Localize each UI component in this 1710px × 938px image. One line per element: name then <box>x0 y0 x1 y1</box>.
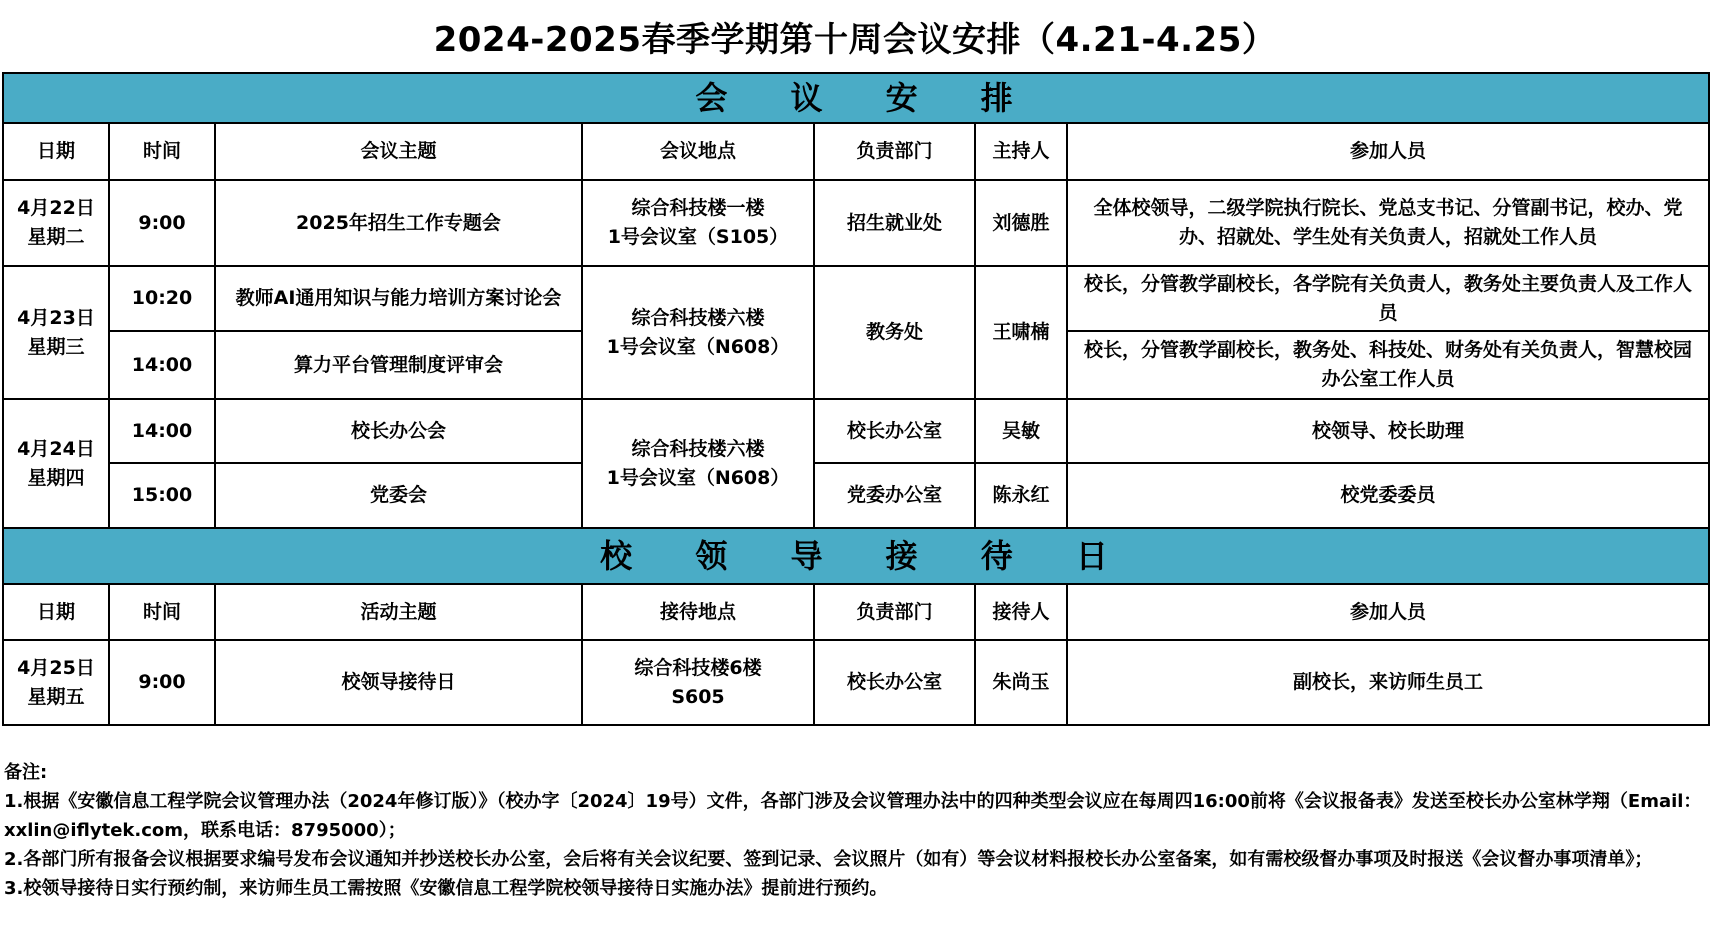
department-cell: 教务处 <box>814 266 975 399</box>
meeting-schedule-table <box>2 72 1710 726</box>
date-text: 4月25日 <box>17 656 95 679</box>
location-line1: 综合科技楼6楼 <box>634 656 762 679</box>
table-row <box>3 463 1709 528</box>
attendees-cell: 校长，分管教学副校长，各学院有关负责人，教务处主要负责人及工作人员 <box>1067 266 1709 331</box>
note-item: 1.根据《安徽信息工程学院会议管理办法（2024年修订版）》（校办字〔2024〕19号）文件，各部门涉及会议管理办法中的四种类型会议应在每周四16:00前将《会议报备表》发送至校长办公室林学翔（Email：xxlin@iflytek.com，联系电话：8795000）； <box>4 791 1702 841</box>
date-text: 4月23日 <box>17 306 95 329</box>
date-cell <box>3 180 109 266</box>
location-line2: 1号会议室（N608） <box>606 335 790 358</box>
weekday-text: 星期五 <box>27 685 85 708</box>
header-location: 会议地点 <box>582 123 814 180</box>
weekday-text: 星期二 <box>27 226 85 248</box>
page-title: 2024-2025春季学期第十周会议安排（4.21-4.25） <box>433 19 1277 60</box>
time-cell: 9:00 <box>109 640 215 725</box>
table-row <box>3 640 1709 725</box>
attendees-cell: 副校长，来访师生员工 <box>1067 640 1709 725</box>
date-text: 4月24日 <box>17 437 95 460</box>
reception-band-title: 校 领 导 接 待 日 <box>3 528 1709 584</box>
topic-cell: 党委会 <box>215 463 582 528</box>
topic-cell: 2025年招生工作专题会 <box>215 180 582 266</box>
department-cell: 校长办公室 <box>814 399 975 463</box>
department-cell: 招生就业处 <box>814 180 975 266</box>
reception-band-row <box>3 528 1709 584</box>
host-cell: 陈永红 <box>975 463 1067 528</box>
time-cell: 14:00 <box>109 331 215 399</box>
header-reception-location: 接待地点 <box>582 584 814 640</box>
weekday-text: 星期三 <box>27 335 85 358</box>
location-cell <box>582 399 814 528</box>
header-department: 负责部门 <box>814 123 975 180</box>
header-attendees: 参加人员 <box>1067 123 1709 180</box>
department-cell: 党委办公室 <box>814 463 975 528</box>
table-row <box>3 266 1709 331</box>
weekday-text: 星期四 <box>27 466 85 489</box>
attendees-cell: 校长，分管教学副校长，教务处、科技处、财务处有关负责人，智慧校园办公室工作人员 <box>1067 331 1709 399</box>
header-time: 时间 <box>109 123 215 180</box>
location-line2: 1号会议室（S105） <box>607 226 789 248</box>
time-cell: 14:00 <box>109 399 215 463</box>
location-cell <box>582 180 814 266</box>
date-cell <box>3 399 109 528</box>
location-line1: 综合科技楼一楼 <box>631 197 765 219</box>
department-cell: 校长办公室 <box>814 640 975 725</box>
host-cell: 朱尚玉 <box>975 640 1067 725</box>
header-department: 负责部门 <box>814 584 975 640</box>
header-receiver: 接待人 <box>975 584 1067 640</box>
notes-section <box>4 758 1704 903</box>
time-cell: 15:00 <box>109 463 215 528</box>
header-attendees: 参加人员 <box>1067 584 1709 640</box>
location-cell <box>582 640 814 725</box>
location-line2: 1号会议室（N608） <box>606 466 790 489</box>
topic-cell: 教师AI通用知识与能力培训方案讨论会 <box>215 266 582 331</box>
date-cell <box>3 266 109 399</box>
header-date: 日期 <box>3 123 109 180</box>
table-row <box>3 180 1709 266</box>
topic-cell: 校领导接待日 <box>215 640 582 725</box>
host-cell: 王啸楠 <box>975 266 1067 399</box>
header-time: 时间 <box>109 584 215 640</box>
host-cell: 刘德胜 <box>975 180 1067 266</box>
topic-cell: 算力平台管理制度评审会 <box>215 331 582 399</box>
header-activity: 活动主题 <box>215 584 582 640</box>
time-cell: 10:20 <box>109 266 215 331</box>
location-line2: S605 <box>671 685 725 708</box>
location-line1: 综合科技楼六楼 <box>631 437 765 460</box>
reception-header-row <box>3 584 1709 640</box>
note-item: 2.各部门所有报备会议根据要求编号发布会议通知并抄送校长办公室，会后将有关会议纪要、签到记录、会议照片（如有）等会议材料报校长办公室备案，如有需校级督办事项及时报送《会议督办事项清单》； <box>4 849 1653 870</box>
header-host: 主持人 <box>975 123 1067 180</box>
header-date: 日期 <box>3 584 109 640</box>
host-cell: 吴敏 <box>975 399 1067 463</box>
attendees-cell: 校领导、校长助理 <box>1067 399 1709 463</box>
attendees-cell: 全体校领导，二级学院执行院长、党总支书记、分管副书记，校办、党办、招就处、学生处有关负责人，招就处工作人员 <box>1067 180 1709 266</box>
note-item: 3.校领导接待日实行预约制，来访师生员工需按照《安徽信息工程学院校领导接待日实施办法》提前进行预约。 <box>4 878 888 899</box>
meeting-band-title: 会 议 安 排 <box>3 73 1709 123</box>
location-cell <box>582 266 814 399</box>
attendees-cell: 校党委委员 <box>1067 463 1709 528</box>
notes-heading: 备注: <box>4 762 48 783</box>
time-cell: 9:00 <box>109 180 215 266</box>
table-row <box>3 399 1709 463</box>
location-line1: 综合科技楼六楼 <box>631 306 765 329</box>
date-cell <box>3 640 109 725</box>
topic-cell: 校长办公会 <box>215 399 582 463</box>
date-text: 4月22日 <box>17 197 95 219</box>
meeting-header-row <box>3 123 1709 180</box>
header-topic: 会议主题 <box>215 123 582 180</box>
meeting-band-row <box>3 73 1709 123</box>
